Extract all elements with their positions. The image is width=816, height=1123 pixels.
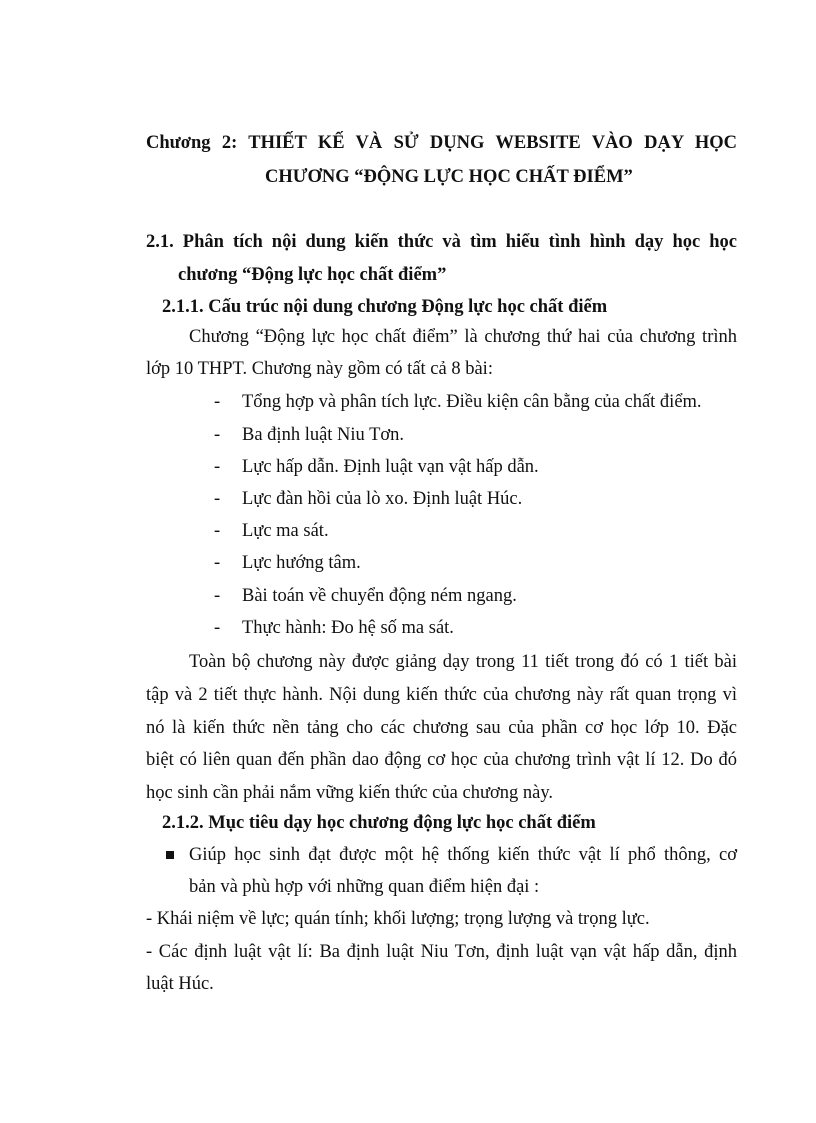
list-item: Ba định luật Niu Tơn. [242,425,405,445]
list-dash: - [214,425,221,445]
paragraph-line-1: Toàn bộ chương này được giảng dạy trong 11 tiết trong đó có 1 tiết bài [189,652,737,672]
list-item: Tổng hợp và phân tích lực. Điều kiện cân bằng của chất điểm. [242,392,702,412]
list-item: Lực hướng tâm. [242,553,361,573]
paragraph-line-4: biệt có liên quan đến phần dao động cơ học của chương trình vật lí 12. Do đó [146,750,737,770]
bullet-line-2: bản và phù hợp với những quan điểm hiện đại : [189,877,540,897]
list-item: Lực hấp dẫn. Định luật vạn vật hấp dẫn. [242,457,539,477]
chapter-title-line-1: Chương 2: THIẾT KẾ VÀ SỬ DỤNG WEBSITE VÀO DẠY HỌC [146,133,737,153]
list-item: Bài toán về chuyển động ném ngang. [242,586,517,606]
list-item: Lực ma sát. [242,521,329,541]
section-2-1-1-title: 2.1.1. Cấu trúc nội dung chương Động lực học chất điểm [162,297,608,317]
list-dash: - [214,586,221,606]
list-dash: - [214,489,221,509]
goal-item-2-line-2: luật Húc. [146,974,214,994]
list-dash: - [214,392,221,412]
intro-line-2: lớp 10 THPT. Chương này gồm có tất cả 8 bài: [146,359,493,379]
section-2-1-2-title: 2.1.2. Mục tiêu dạy học chương động lực học chất điểm [162,813,596,833]
list-dash: - [214,618,221,638]
list-dash: - [214,521,221,541]
list-dash: - [214,457,221,477]
paragraph-line-5: học sinh cần phải nắm vững kiến thức của chương này. [146,783,554,803]
list-item: Lực đàn hồi của lò xo. Định luật Húc. [242,489,523,509]
paragraph-line-2: tập và 2 tiết thực hành. Nội dung kiến thức của chương này rất quan trọng vì [146,685,737,705]
intro-line-1: Chương “Động lực học chất điểm” là chương thứ hai của chương trình [189,327,737,347]
section-2-1-title-line-2: chương “Động lực học chất điểm” [178,265,447,285]
paragraph-line-3: nó là kiến thức nền tảng cho các chương sau của phần cơ học lớp 10. Đặc [146,718,737,738]
goal-item-1: - Khái niệm về lực; quán tính; khối lượng; trọng lượng và trọng lực. [146,909,650,929]
bullet-line-1: Giúp học sinh đạt được một hệ thống kiến thức vật lí phổ thông, cơ [189,845,737,865]
square-bullet-icon [166,851,174,859]
section-2-1-title-line-1: 2.1. Phân tích nội dung kiến thức và tìm hiểu tình hình dạy học học [146,232,737,252]
list-dash: - [214,553,221,573]
list-item: Thực hành: Đo hệ số ma sát. [242,618,454,638]
goal-item-2-line-1: - Các định luật vật lí: Ba định luật Niu Tơn, định luật vạn vật hấp dẫn, định [146,942,737,962]
chapter-title-line-2: CHƯƠNG “ĐỘNG LỰC HỌC CHẤT ĐIỂM” [265,167,633,187]
